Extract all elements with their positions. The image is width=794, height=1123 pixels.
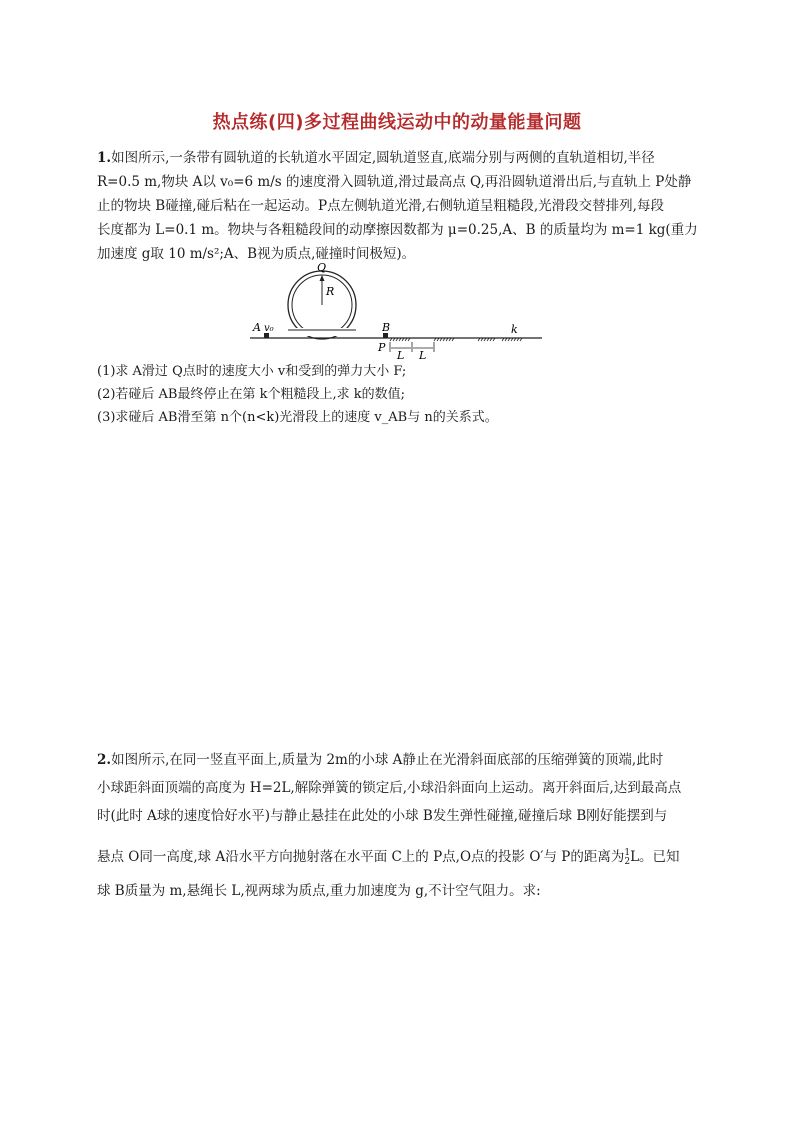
label-L1: L <box>397 349 405 360</box>
question-1-number: 1. <box>97 150 112 166</box>
label-A: A <box>253 321 261 334</box>
question-2-line-text: 悬点 O同一高度,球 A沿水平方向抛射落在水平面 C上的 P点,O点的投影 O′与 P的距离为 <box>97 849 625 865</box>
question-2-line-text: 如图所示,在同一竖直平面上,质量为 2m的小球 A静止在光滑斜面底部的压缩弹簧的顶端,此时 <box>111 752 664 768</box>
label-R: R <box>326 285 335 298</box>
question-2-text <box>97 746 709 908</box>
question-1-text <box>97 146 709 266</box>
question-1-line: R=0.5 m,物块 A以 v₀=6 m/s 的速度滑入圆轨道,滑过最高点 Q,再沿圆轨道滑出后,与直轨上 P处静 <box>97 174 692 190</box>
question-2-line: 时(此时 A球的速度恰好水平)与静止悬挂在此处的小球 B发生弹性碰撞,碰撞后球 B刚好能摆到与 <box>97 808 668 824</box>
page-title: 热点练(四)多过程曲线运动中的动量能量问题 <box>212 112 582 133</box>
radius-arrowhead <box>320 275 325 281</box>
question-2-line-text: L。已知 <box>630 849 680 865</box>
subquestion-1: (1)求 A滑过 Q点时的速度大小 v和受到的弹力大小 F; <box>97 364 407 379</box>
label-Q: Q <box>317 261 327 274</box>
question-1-line-text: 如图所示,一条带有圆轨道的长轨道水平固定,圆轨道竖直,底端分别与两侧的直轨道相切,半径 <box>111 150 655 166</box>
fraction-denominator: 2 <box>624 856 631 867</box>
question-1-figure <box>250 260 550 364</box>
label-P: P <box>378 341 386 354</box>
label-B: B <box>382 321 391 334</box>
track-diagram <box>250 260 550 360</box>
question-2-line <box>97 746 709 774</box>
question-2-line <box>97 840 709 874</box>
subquestion-3: (3)求碰后 AB滑至第 n个(n<k)光滑段上的速度 v_AB与 n的关系式。 <box>97 410 498 425</box>
question-1-line: 止的物块 B碰撞,碰后粘在一起运动。P点左侧轨道光滑,右侧轨道呈粗糙段,光滑段交替排列,每段 <box>97 198 664 214</box>
fraction-numerator: 1 <box>624 847 631 858</box>
question-1-line: 加速度 g取 10 m/s²;A、B视为质点,碰撞时间极短)。 <box>97 246 416 262</box>
question-2-line: 小球距斜面顶端的高度为 H=2L,解除弹簧的锁定后,小球沿斜面向上运动。离开斜面后,达到最高点 <box>97 780 682 796</box>
question-2-line: 球 B质量为 m,悬绳长 L,视两球为质点,重力加速度为 g,不计空气阻力。求: <box>97 883 541 899</box>
label-L2: L <box>419 349 427 360</box>
label-v0: v₀ <box>264 323 274 334</box>
question-1-subquestions <box>97 360 709 429</box>
label-k: k <box>511 323 518 336</box>
subquestion-2: (2)若碰后 AB最终停止在第 k个粗糙段上,求 k的数值; <box>97 387 406 402</box>
question-1-line <box>97 146 709 170</box>
question-1-line: 长度都为 L=0.1 m。物块与各粗糙段间的动摩擦因数都为 μ=0.25,A、B 的质量均为 m=1 kg(重力 <box>97 222 698 238</box>
loop-base <box>288 328 356 336</box>
question-2-number: 2. <box>97 752 112 768</box>
